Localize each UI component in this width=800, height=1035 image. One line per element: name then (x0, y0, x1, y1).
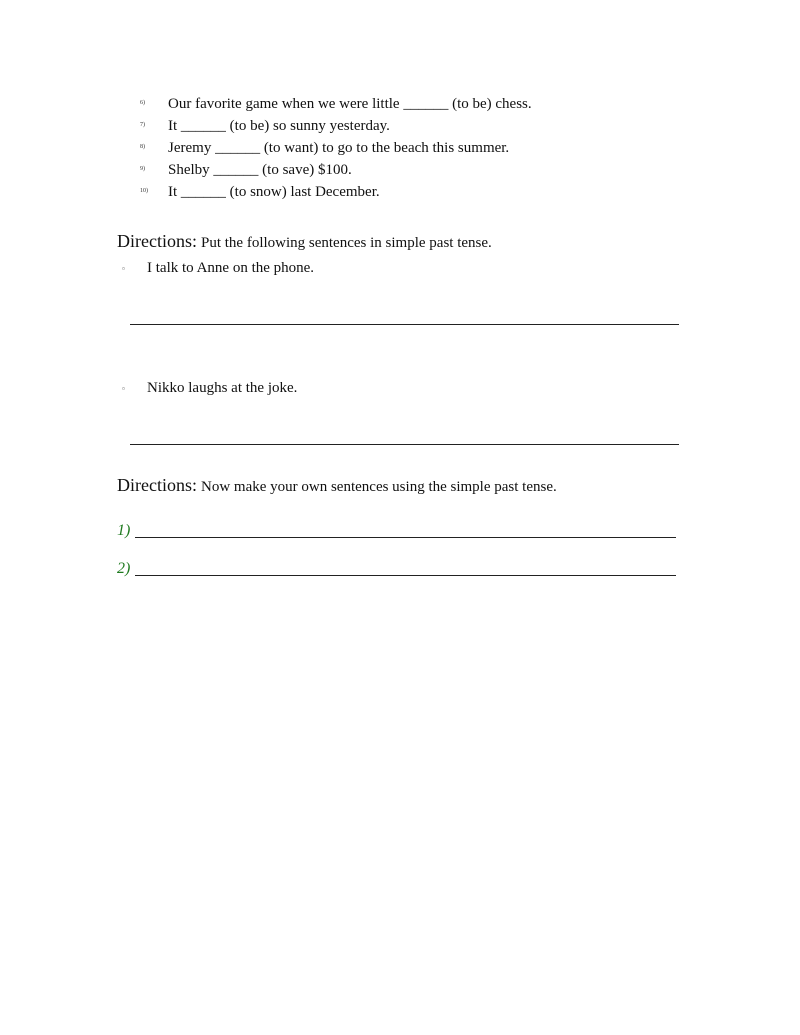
directions-label: Directions: (117, 231, 197, 251)
directions-text: Now make your own sentences using the simple past tense. (200, 479, 557, 495)
sentence-item (122, 260, 314, 277)
item-number: 8) (140, 144, 145, 150)
directions-label: Directions: (117, 475, 197, 495)
sentence-text: I talk to Anne on the phone. (147, 260, 315, 276)
item-number: 7) (140, 122, 145, 128)
item-number: 10) (140, 188, 148, 194)
answer-line[interactable] (130, 444, 679, 445)
own-sentence-number: 2) (117, 560, 131, 577)
item-text: Shelby ______ (to save) $100. (168, 162, 352, 178)
directions-text: Put the following sentences in simple past tense. (200, 235, 492, 251)
own-sentence-item (117, 560, 135, 578)
bullet-icon: ▫ (122, 264, 125, 274)
directions-own-sentences (117, 475, 557, 496)
sentence-text: Nikko laughs at the joke. (147, 380, 298, 396)
item-text: Jeremy ______ (to want) to go to the beach this summer. (168, 140, 510, 156)
bullet-icon: ▫ (122, 384, 125, 394)
item-number: 6) (140, 100, 145, 106)
directions-past-tense (117, 231, 492, 252)
item-text: Our favorite game when we were little ______ (to be) chess. (168, 96, 532, 112)
sentence-item (122, 380, 297, 397)
answer-line[interactable] (130, 324, 679, 325)
item-number: 9) (140, 166, 145, 172)
answer-line[interactable] (135, 537, 676, 538)
item-text: It ______ (to snow) last December. (168, 184, 380, 200)
item-text: It ______ (to be) so sunny yesterday. (168, 118, 390, 134)
own-sentence-item (117, 522, 135, 540)
answer-line[interactable] (135, 575, 676, 576)
own-sentence-number: 1) (117, 522, 131, 539)
